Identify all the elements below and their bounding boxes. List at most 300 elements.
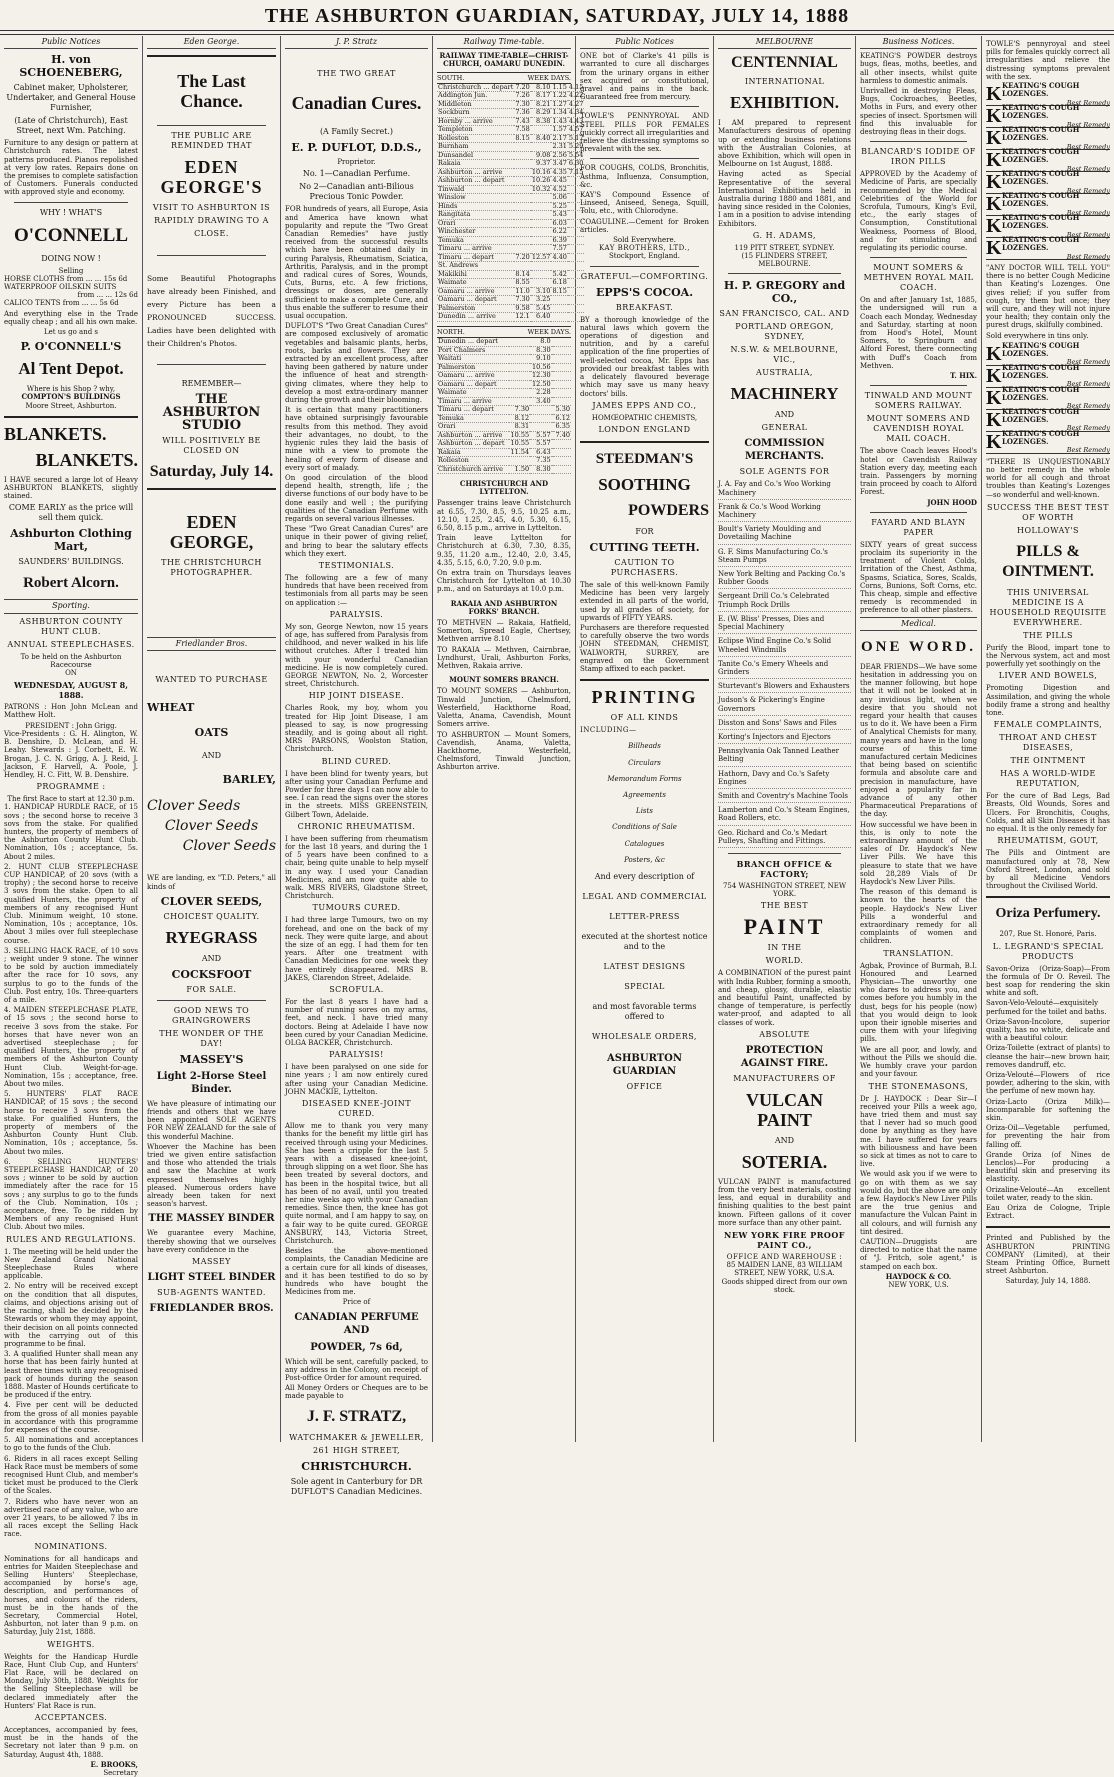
lozenge-title: KEATING'S COUGH LOZENGES. [1002, 235, 1080, 253]
drop-cap-letter: K [986, 105, 1002, 128]
ad-line: Where is his Shop ? why, [26, 385, 116, 394]
ad-title: ASHBURTON GUARDIAN [606, 1052, 683, 1077]
timetable-time [514, 143, 530, 152]
timetable-station: Waimate [438, 278, 467, 287]
ad-body: All Money Orders or Cheques are to be made payable to [285, 1384, 428, 1401]
ad-line: Stockport, England. [608, 252, 680, 261]
lozenge-title: KEATING'S COUGH LOZENGES. [1002, 407, 1080, 425]
ad-title: Light 2-Horse Steel Binder. [156, 1070, 267, 1095]
timetable-station: St. Andrews [438, 261, 479, 270]
body-text: A COMBINATION of the purest paint with India Rubber, forming a smooth, and cheap, glossy, durable, elastic and beautiful Paint, unaffected by change of temperature, is perfectly water-proof, and adapted to all classes of work. [718, 969, 851, 1027]
ad-signature: T. HIX. [950, 371, 977, 381]
divider [870, 257, 967, 258]
ad-line: WEDNESDAY, AUGUST 8, 1888. [13, 680, 129, 701]
ad-title: CENTENNIAL [731, 54, 838, 72]
timetable-time: 10.55 [510, 430, 530, 439]
lozenge-title: KEATING'S COUGH LOZENGES. [1002, 429, 1080, 447]
drop-cap-letter: K [986, 409, 1002, 432]
ad-line: DOING NOW ! [41, 253, 101, 263]
timetable-row [437, 423, 571, 432]
ad-title: OATS [194, 726, 229, 740]
timetable-time: 5.57 [536, 439, 551, 448]
timetable-station: Winslow [438, 193, 466, 202]
ad-title: POWDERS [628, 501, 709, 519]
timetable-time [514, 185, 530, 194]
timetable-time: 10.32 [531, 184, 551, 193]
timetable-time: 8.21 [535, 99, 551, 108]
spacer [147, 654, 276, 672]
divider [147, 488, 276, 490]
ad-line: CLOSE. [194, 229, 229, 239]
section-header: Business Notices. [860, 38, 977, 49]
body-text: BY a thorough knowledge of the natural laws which govern the operations of digestion and nutrition, and by a careful application of the fine properties of well-selected cocoa, Mr. Epps has provided our breakfast tables with a delicately flavoured beverage which may save us many heavy doctors' bills. [580, 315, 709, 398]
timetable-time [554, 346, 571, 355]
ad-title: Oriza Perfumery. [995, 906, 1101, 922]
ad-title: ACCEPTANCES. [34, 1713, 108, 1723]
timetable-time [509, 372, 531, 381]
divider [590, 106, 699, 107]
timetable-time: 8.30 [536, 345, 551, 354]
timetable-time: 4.45 [552, 176, 567, 185]
lozenge-title: KEATING'S COUGH LOZENGES. [1002, 103, 1080, 121]
agent-item: Sturtevant's Blowers and Exhausters [718, 682, 851, 693]
timetable-time: 5.17 [568, 133, 584, 142]
lozenge-title: KEATING'S COUGH LOZENGES. [1002, 213, 1080, 231]
ad-title: BLANKETS. [4, 423, 107, 444]
timetable-time [514, 160, 530, 169]
timetable-time [531, 194, 552, 203]
timetable-title: MOUNT SOMERS BRANCH. [449, 675, 559, 685]
ad-signature: JOHN HOOD [927, 497, 977, 507]
timetable-time: 5.06 [552, 193, 567, 202]
agent-item: Geo. Richard and Co.'s Medart Pulleys, Shafting and Fittings. [718, 829, 851, 848]
timetable-time [554, 338, 571, 346]
timetable-time: 7.43 [515, 116, 530, 125]
divider [157, 1000, 266, 1001]
ad-line: WILL POSITIVELY BE CLOSED ON [162, 436, 261, 456]
ad-line: JAMES EPPS AND CO., [592, 400, 697, 410]
ad-line: L. LEGRAND'S SPECIAL PRODUCTS [992, 941, 1104, 961]
body-text: I had three large Tumours, two on my forehead, and one on the back of my neck. They were quite large, and about the size of an egg. I had them for ten years. After one treatment with Canadian Medicines for one week they have entirely disappeared. MRS B. JAKES, Clarendon Street, Adelaide. [285, 916, 428, 982]
timetable-time [554, 363, 571, 372]
ad-line: RAPIDLY DRAWING TO A [154, 216, 269, 226]
timetable-time: 10.56 [532, 362, 551, 371]
divider [157, 364, 266, 365]
divider [580, 679, 709, 681]
timetable-station: Temuka [438, 235, 464, 244]
body-text: Agbak, Province of Burmah, B.I. Honoured and Learned Physician—The unworthy one who dares to address you, and comes before you humbly in the dust, begs for his people (now) that you would deign to look upon their ignoble miseries and cure them with your lifegiving pills. We are all poor, and lowly, and without the Pills we should die. We humbly crave your pardon and your favour. [860, 961, 977, 1079]
lozenge-tagline: Best Remedy [1066, 230, 1110, 239]
ad-line: ABSOLUTE [759, 1029, 810, 1039]
lozenge-tagline: Best Remedy [1066, 252, 1110, 261]
timetable-time: 6.30 [568, 159, 584, 168]
timetable-time [514, 177, 530, 186]
timetable-time: 10.26 [531, 176, 551, 185]
timetable-time [509, 389, 531, 398]
section-header: Friedlander Bros. [147, 637, 276, 651]
ad-line: LEGAL AND COMMERCIAL [582, 891, 707, 901]
timetable-station: Ashburton ... depart [438, 439, 505, 448]
timetable-time: 10.55 [510, 439, 530, 448]
ad-title: EDEN GEORGE, [169, 512, 254, 553]
ad-title: THE MASSEY BINDER [148, 1213, 275, 1225]
print-item: Lists [636, 807, 653, 816]
timetable-time [531, 211, 552, 220]
section-header: Eden George. [147, 38, 276, 49]
timetable-time: 1.43 [552, 116, 567, 125]
ad-title: E. P. DUFLOT, D.D.S., [291, 141, 422, 155]
lozenge-title: KEATING'S COUGH LOZENGES. [1002, 385, 1080, 403]
ad-line: BRANCH OFFICE & FACTORY; [736, 858, 833, 879]
ad-line: WATERPROOF OILSKIN SUITS [4, 283, 117, 292]
ad-line: (15 FLINDERS STREET, MELBOURNE. [741, 252, 828, 269]
timetable-time: 8.10 [535, 82, 551, 91]
divider [157, 255, 266, 256]
drop-cap-letter: K [986, 215, 1002, 238]
ad-line: AND [201, 953, 222, 963]
agent-item: Judson's & Pickering's Engine Governors [718, 696, 851, 715]
print-item: Catalogues [624, 839, 665, 848]
timetable-station: Oamaru ... depart [438, 295, 497, 304]
agent-item: G. F. Sims Manufacturing Co.'s Steam Pumps [718, 548, 851, 567]
timetable-time [554, 372, 571, 381]
ad-line: AND [774, 1135, 795, 1145]
ad-title: TUMOURS CURED. [312, 903, 401, 913]
ad-line: Goods shipped direct from our own stock. [721, 1277, 848, 1294]
ad-title: EDEN GEORGE'S [160, 157, 263, 198]
body-text: DEAR FRIENDS—We have some hesitation in addressing you on the manner following, but hope that it will not be looked at in any invidious light, when we desire that you should not regard your health that causes us to do it. We have been a Firm of Analytical Chemists for many, many years and have in the long course of this time manufactured certain Medicines that being based on scientific formula and absolute care and precision in manufacture, have enjoyed a popularity far in advance of any other Pharmaceutical Preparations of the day. How successful we have been in this, is only to note the extraordinary amount of the sales of Dr. Haydock's New Liver Pills. We have this pleasure to state that we have sold 28,289 Vials of Dr Haydock's New Liver Pills. The reason of this demand is known to the hearts of the people. Haydock's New Liver Pills a wonderful and extraordinary remedy for all complaints of women and children. [860, 662, 977, 946]
ad-line: 119 PITT STREET, SYDNEY. [734, 243, 835, 252]
ad-title: SOOTHING [598, 474, 691, 494]
timetable-time: 8.38 [535, 116, 551, 125]
divider [147, 55, 276, 57]
body-text: "THERE IS UNQUESTIONABLY no better remedy in the whole world for all cough and throat troubles than Keating's Lozenges—so wonderful and well-known. [986, 457, 1110, 499]
ad-title: MOUNT SOMERS AND CAVENDISH ROYAL MAIL COACH. [866, 414, 971, 444]
drop-cap-letter: K [986, 365, 1002, 388]
timetable-time [554, 389, 571, 398]
timetable-time [514, 228, 530, 237]
lozenge-tagline: Best Remedy [1066, 380, 1110, 389]
section-header: Sporting. [4, 599, 138, 613]
ad-signature: E. BROOKS, [90, 1759, 138, 1769]
timetable-time [514, 194, 530, 203]
timetable-row [437, 389, 571, 398]
drop-cap-letter: K [986, 237, 1002, 260]
body-text: Unrivalled in destroying Fleas, Bugs, Cockroaches, Beetles, Moths in Furs, and every other species of insect. Sportsmen will find this invaluable for destroying fleas in their dogs. [860, 87, 977, 137]
ad-line: SAUNDERS' BUILDINGS. [18, 557, 124, 567]
divider [4, 416, 138, 418]
ad-line: THE WONDER OF THE DAY! [159, 1028, 264, 1048]
timetable-time [531, 262, 552, 271]
ad-line: Ashburton Clothing Mart, [10, 527, 132, 554]
ad-line: GRATEFUL—COMFORTING. [580, 271, 709, 281]
timetable-time: 7.15 [568, 167, 584, 176]
timetable-station: Christchurch arrive [438, 464, 503, 473]
timetable-time: 2.28 [536, 388, 551, 397]
ad-line: P. O'CONNELL'S [20, 340, 122, 354]
timetable-station: Sockburn [438, 108, 470, 117]
agent-item: Boult's Variety Moulding and Dovetailing Machine [718, 525, 851, 544]
ad-title: EPPS'S COCOA. [595, 285, 694, 299]
divider [728, 853, 841, 854]
timetable-station: Ashburton ... arrive [438, 430, 503, 439]
ad-line: RHEUMATISM, GOUT, [997, 836, 1099, 846]
lozenge-tagline: Best Remedy [1066, 120, 1110, 129]
timetable-station: Ashburton ... depart [438, 176, 505, 185]
timetable-time: 8.31 [514, 422, 530, 431]
ad-line: (A Family Secret.) [319, 127, 394, 137]
timetable-time: 12.57 [531, 252, 551, 261]
timetable-time [554, 440, 571, 449]
ad-line: OFFICE [626, 1081, 663, 1091]
timetable-time: 9.58 [515, 303, 530, 312]
masthead-title: THE ASHBURTON GUARDIAN, SATURDAY, JULY 14, 1888 [264, 5, 850, 27]
timetable-row [437, 338, 571, 346]
body-text: Charles Rook, my boy, whom you treated for Hip Joint Disease, I am pleased to say, is now progressing steadily, and is going about all right. MRS PARSONS, Woolston Station, Christchurch. [285, 704, 428, 754]
column-4 [433, 36, 584, 1442]
ad-title: HIP JOINT DISEASE. [308, 691, 405, 701]
drop-cap-letter: K [986, 193, 1002, 216]
timetable-time: 6.35 [555, 422, 570, 431]
timetable-time: 4.22 [568, 91, 584, 100]
ad-title: MOUNT SOMERS & METHVEN ROYAL MAIL COACH. [863, 263, 974, 293]
ad-title: PARALYSIS. [329, 609, 384, 619]
ad-title: NOMINATIONS. [34, 1541, 108, 1551]
timetable-time [554, 457, 571, 466]
ad-title: COCKSFOOT [171, 967, 252, 981]
drop-cap-letter: K [986, 127, 1002, 150]
ad-line: KAY BROTHERS, LTD., [599, 244, 690, 253]
ad-line: AND [201, 751, 222, 761]
ad-body: I HAVE secured a large lot of Heavy ASHBURTON BLANKETS, slightly stained. [4, 475, 138, 501]
imprint-date: Saturday, July 14, 1888. [1005, 1277, 1091, 1286]
lozenge-tagline: Best Remedy [1066, 402, 1110, 411]
timetable-time [514, 219, 530, 228]
timetable-station: Timaru ... depart [438, 252, 494, 261]
ad-line: LIVER AND BOWELS, [998, 671, 1098, 681]
timetable-time: 8.30 [536, 464, 551, 473]
spacer [147, 858, 276, 872]
timetable-time: 7.26 [515, 91, 530, 100]
ad-line: LATEST DESIGNS [603, 961, 686, 971]
timetable-time: 10.16 [531, 167, 551, 176]
lozenge-title: KEATING'S COUGH LOZENGES. [1002, 169, 1080, 187]
ad-line: GOOD NEWS TO GRAINGROWERS [172, 1005, 251, 1025]
timetable-time: 4.15 [568, 82, 584, 91]
agents-list [718, 480, 851, 848]
ad-signature: FRIEDLANDER BROS. [149, 1303, 274, 1315]
body-text: "ANY DOCTOR WILL TELL YOU" there is no better Cough Medicine than Keating's Lozenges. One gives relief; if you suffer from cough, try them but once; they will cure, and they will not injure your health; they contain only the purest drugs, skilfully combined. Sold everywhere in tins only. [986, 264, 1110, 340]
ad-line: THE OINTMENT [1010, 756, 1086, 766]
ad-line: WATCHMAKER & JEWELLER, [289, 1432, 424, 1442]
divider [14, 202, 128, 203]
timetable-time: 4.52 [552, 184, 567, 193]
agent-item: Disston and Sons' Saws and Files [718, 719, 851, 730]
column-5 [576, 36, 714, 1442]
body-text: Promoting Digestion and Assimilation, and giving the whole bodily frame a strong and healthy tone. [986, 684, 1110, 718]
print-item: Billheads [628, 742, 661, 751]
ad-line: THE PILLS [1023, 630, 1073, 640]
drop-cap-letter: K [986, 149, 1002, 172]
timetable-station: Orari [438, 218, 456, 227]
body-text: I AM prepared to represent Manufacturers desirous of opening up or extending business relations with the Australian Colonies, at above Exhibition, which will open in Melbourne on 1st August, 1888. Having acted as Special Representative of the several International Exhibitions held in Australia during 1880 and 1881, and having since resided in the Colonies, I am in a position to advise intending Exhibitors. [718, 119, 851, 228]
timetable-time [551, 313, 567, 322]
body-text: The above Coach leaves Hood's hotel or Cavendish Railway Station every day, meeting each train. Passengers by morning train proceed by coach to Alford Forest. [860, 447, 977, 497]
timetable-station: Dunsandel [438, 150, 474, 159]
timetable-time: 6.22 [552, 227, 567, 236]
timetable-station: Middleton [438, 99, 472, 108]
masthead-rule [0, 30, 1114, 31]
ad-line: HAS A WORLD-WIDE REPUTATION, [1000, 769, 1096, 789]
ad-signature: Robert Alcorn. [23, 575, 119, 592]
timetable-time: 4.27 [568, 99, 584, 108]
ad-line: LETTER-PRESS [609, 911, 680, 921]
ad-line: WANTED TO PURCHASE [155, 675, 268, 685]
agent-item: New York Belting and Packing Co.'s Rubber Goods [718, 570, 851, 589]
print-items-list [580, 742, 709, 864]
timetable-time [509, 355, 531, 364]
ad-body: KEATING'S POWDER destroys bugs, fleas, moths, beetles, and all other insects, whilst quite harmless to domestic animals. [860, 52, 977, 85]
timetable-time [551, 296, 567, 305]
body-text: We have pleasure of intimating our friends and others that we have been appointed SOLE AGENTS FOR NEW ZEALAND for the sale of this wonderful Machine. Whoever the Machine has been tried we given entire satisfaction and those who attended the trials and saw the Machine at work expressed themselves highly pleased. Numerous orders have already been taken for next season's harvest. [147, 1099, 276, 1209]
ad-line: CALICO TENTS from ... ... 5s 6d [4, 299, 119, 308]
timetable-time: 9.08 [535, 150, 551, 159]
body-text: SIXTY years of great success proclaim its superiority in the treatment of Violent Colds, Irritation of the Chest, Asthma, Spasms, Sciatica, Sores, Scalds, Corns, Bunions, Soft Corns, etc. This cheap, simple and effective remedy is recommended in preference to all other plasters. [860, 540, 977, 615]
ad-title: ONE WORD. [860, 638, 977, 655]
timetable-time [509, 363, 531, 372]
ad-line: LONDON ENGLAND [598, 424, 691, 434]
ad-line: Proprietor. [337, 158, 376, 167]
drop-cap-letter: K [986, 431, 1002, 454]
timetable-station: Hinds [438, 201, 458, 210]
ad-line: CAUTION TO PURCHASERS. [610, 557, 679, 577]
timetable-time: 3.25 [535, 295, 551, 304]
body-text: I have been paralysed on one side for nine years ; I am now entirely cured after using your Canadian Medicine. JOHN MACKIE, Lyttelton. [285, 1063, 428, 1096]
ad-line: Moore Street, Ashburton. [25, 401, 117, 410]
body-text: TO METHVEN — Rakaia, Hatfield, Somerton, Spread Eagle, Chertsey, Methven arrive 8.10 TO RAKAIA — Methven, Cairnbrae, Lyndhurst, Urali, Ashburton Forks, Methven, Rakaia arrive. [437, 619, 571, 671]
agent-item: J. A. Fay and Co.'s Woo Working Machinery [718, 480, 851, 499]
timetable-time [531, 270, 552, 279]
ad-line: WHY ! WHAT'S [39, 207, 103, 217]
ad-body: WE are landing, ex "T.D. Peters," all kinds of [147, 874, 276, 891]
column-1 [0, 36, 143, 1777]
timetable-time: 7.57 [552, 244, 567, 253]
print-item: Conditions of Sale [612, 823, 677, 832]
ad-line: THE BEST [760, 901, 809, 911]
body-text: Purify the Blood, impart tone to the Nervous system, act and most powerfully yet soothingly on the [986, 643, 1110, 669]
ad-line: 261 HIGH STREET, [312, 1445, 401, 1455]
ad-title: COMMISSION MERCHANTS. [744, 438, 825, 463]
timetable-time: 4.57 [568, 125, 584, 134]
timetable-time: 1.50 [514, 464, 530, 473]
timetable-time [530, 406, 552, 415]
timetable-time: 7.30 [514, 405, 530, 414]
agent-item: Frank & Co.'s Wood Working Machinery [718, 503, 851, 522]
body-text: 1. HANDICAP HURDLE RACE, of 15 sovs ; the second horse to receive 3 sovs from the stake. For qualified hunters, the property of members of the Ashburton County Hunt Club. Nomination, 10s ; acceptance, 5s. About 2 miles. 2. HUNT CLUB STEEPLECHASE CUP HANDICAP, of 20 sovs (with a trophy) ; the second horse to receive 3 sovs from the stake. Open to all qualified Hunters, the property of members of any recognised Hunt Club. Minimum weight, 10 stone. Nomination, 10s ; acceptance, 10s. About 3 miles over full steeplechase course. 3. SELLING HACK RACE, of 10 sovs ; weight under 9 stone. The winner to be sold by auction immediately after the race for 10 sovs, any surplus to go to the funds of the Club. Post entry, 10s. Three-quarters of a mile. 4. MAIDEN STEEPLECHASE PLATE, of 15 sovs ; the second horse to receive 3 sovs from the stake. For horses that have never won an advertised steeplechase ; for qualified Hunters, the property of members of the Ashburton County Hunt Club. Weight-for-age. Nomination, 15s ; acceptance, free. About two miles. 5. HUNTERS' FLAT RACE HANDICAP, of 15 sovs ; the second horse to receive 3 sovs from the stake. For qualified Hunters, the property of members of the Ashburton County Hunt Club. Nomination, 10s ; acceptance, 5s. About two miles. 6. SELLING HUNTERS' STEEPLECHASE HANDICAP, of 20 sovs ; winner to be sold by auction immediately after the race for 15 sovs ; any surplus to go to the funds of the Club. Nomination, 10s ; acceptance, free. To be ridden by Members of any recognised Hunt Club. About two miles. [4, 803, 138, 1232]
timetable-time: 8.55 [515, 278, 530, 287]
ad-line: Sold Everywhere. [613, 236, 676, 245]
ad-line: executed at the shortest notice and to the [581, 931, 708, 951]
ad-title: VULCAN PAINT [745, 1089, 823, 1130]
ad-line: ON [65, 669, 77, 678]
section-header: J. P. Stratz [285, 38, 428, 49]
ad-title: CANADIAN PERFUME AND [294, 1311, 419, 1336]
timetable-time [514, 236, 530, 245]
ad-title: MASSEY'S [179, 1052, 244, 1066]
ad-signature: Secretary [103, 1769, 138, 1777]
print-item: Circulars [628, 758, 661, 767]
ad-title: BLANCARD'S IODIDE OF IRON PILLS [861, 147, 976, 167]
ad-title: POWDER, 7s 6d, [310, 1341, 403, 1353]
ad-line: 85 MAIDEN LANE, 83 WILLIAM STREET, NEW YORK, U.S.A. [726, 1261, 843, 1278]
agent-item: Korting's Injectors and Ejectors [718, 733, 851, 744]
ad-line: NEW YORK FIRE PROOF PAINT CO., [724, 1230, 845, 1250]
ad-subtitle: Cabinet maker, Upholsterer, Undertaker, and General House Furnisher, [6, 83, 136, 113]
ad-line: FOR [635, 526, 654, 536]
timetable-time: 6.43 [536, 447, 551, 456]
timetable-row [437, 355, 571, 364]
timetable-time: 4.35 [552, 167, 567, 176]
print-item: Agreements [623, 790, 666, 799]
timetable-time: 9.37 [535, 159, 551, 168]
ad-line: Let us go and s [43, 328, 99, 337]
ad-body: Some Beautiful Photographs have already been Finished, and every Picture has been a PRONOUNCED SUCCESS. Ladies have been delighted with their Children's Photos. [147, 274, 276, 349]
timetable-time: 2.31 [552, 142, 567, 151]
ad-line: SPECIAL [624, 981, 665, 991]
timetable-time: 11.0 [515, 286, 530, 295]
timetable-time [531, 202, 552, 211]
lozenge-ad [986, 429, 1110, 455]
timetable-time: 5.29 [568, 142, 584, 151]
ad-body: KAY'S Compound Essence of Linseed, Aniseed, Senega, Squill, Tolu, etc., with Chlorodyne. [580, 191, 709, 216]
timetable-time [530, 414, 552, 423]
timetable-header [437, 72, 571, 84]
body-text: For the cure of Bad Legs, Bad Breasts, Old Wounds, Sores and Ulcers. For Bronchitis, Coughs, Colds, and all Skin Diseases it has no equal. It is the only remedy for [986, 792, 1110, 834]
timetable-station: Palmerston [438, 303, 476, 312]
timetable-time: 6.40 [535, 312, 551, 321]
ad-title: TESTIMONIALS. [318, 560, 395, 570]
divider [986, 1226, 1110, 1228]
ad-title: PILLS & OINTMENT. [1002, 542, 1094, 580]
lozenge-tagline: Best Remedy [1066, 208, 1110, 217]
timetable-time: 7.36 [515, 108, 530, 117]
ad-line: OF ALL KINDS [610, 713, 679, 723]
drop-cap-letter: K [986, 343, 1002, 366]
divider [590, 266, 699, 267]
timetable-station: Dunedin ... arrive [438, 312, 496, 321]
lozenge-title: KEATING'S COUGH LOZENGES. [1002, 81, 1080, 99]
agent-item: Tanite Co.'s Emery Wheels and Grinders [718, 660, 851, 679]
timetable-time [509, 380, 531, 389]
timetable-time: 5.57 [536, 430, 551, 439]
lozenge-title: KEATING'S COUGH LOZENGES. [1002, 125, 1080, 143]
timetable-station: Oamaru ... arrive [438, 371, 495, 380]
ad-line: IN THE [767, 943, 802, 953]
north-timetable [437, 338, 571, 474]
timetable-days: WEEK DAYS. [527, 327, 571, 336]
ad-line: THIS UNIVERSAL MEDICINE IS A HOUSEHOLD REQUISITE EVERYWHERE. [989, 587, 1107, 627]
timetable-station: Oamaru ... depart [438, 379, 497, 388]
timetable-time: 8.29 [535, 108, 551, 117]
lozenge-title: KEATING'S COUGH LOZENGES. [1002, 363, 1080, 381]
timetable-station: Port Chalmers [438, 345, 486, 354]
column-7 [856, 36, 982, 1442]
timetable-time: 5.45 [535, 303, 551, 312]
body-text: I have been blind for twenty years, but after using your Canadian Perfume and Powder for three days I can now able to see. I can read the signs over the stores in the streets. MISS GREENSTEIN, Gilbert Town, Adelaide. [285, 769, 428, 819]
ad-title: DISEASED KNEE-JOINT CURED. [301, 1099, 412, 1119]
ad-line: GENERAL [761, 423, 808, 433]
timetable-station: Timaru ... arrive [438, 244, 492, 253]
